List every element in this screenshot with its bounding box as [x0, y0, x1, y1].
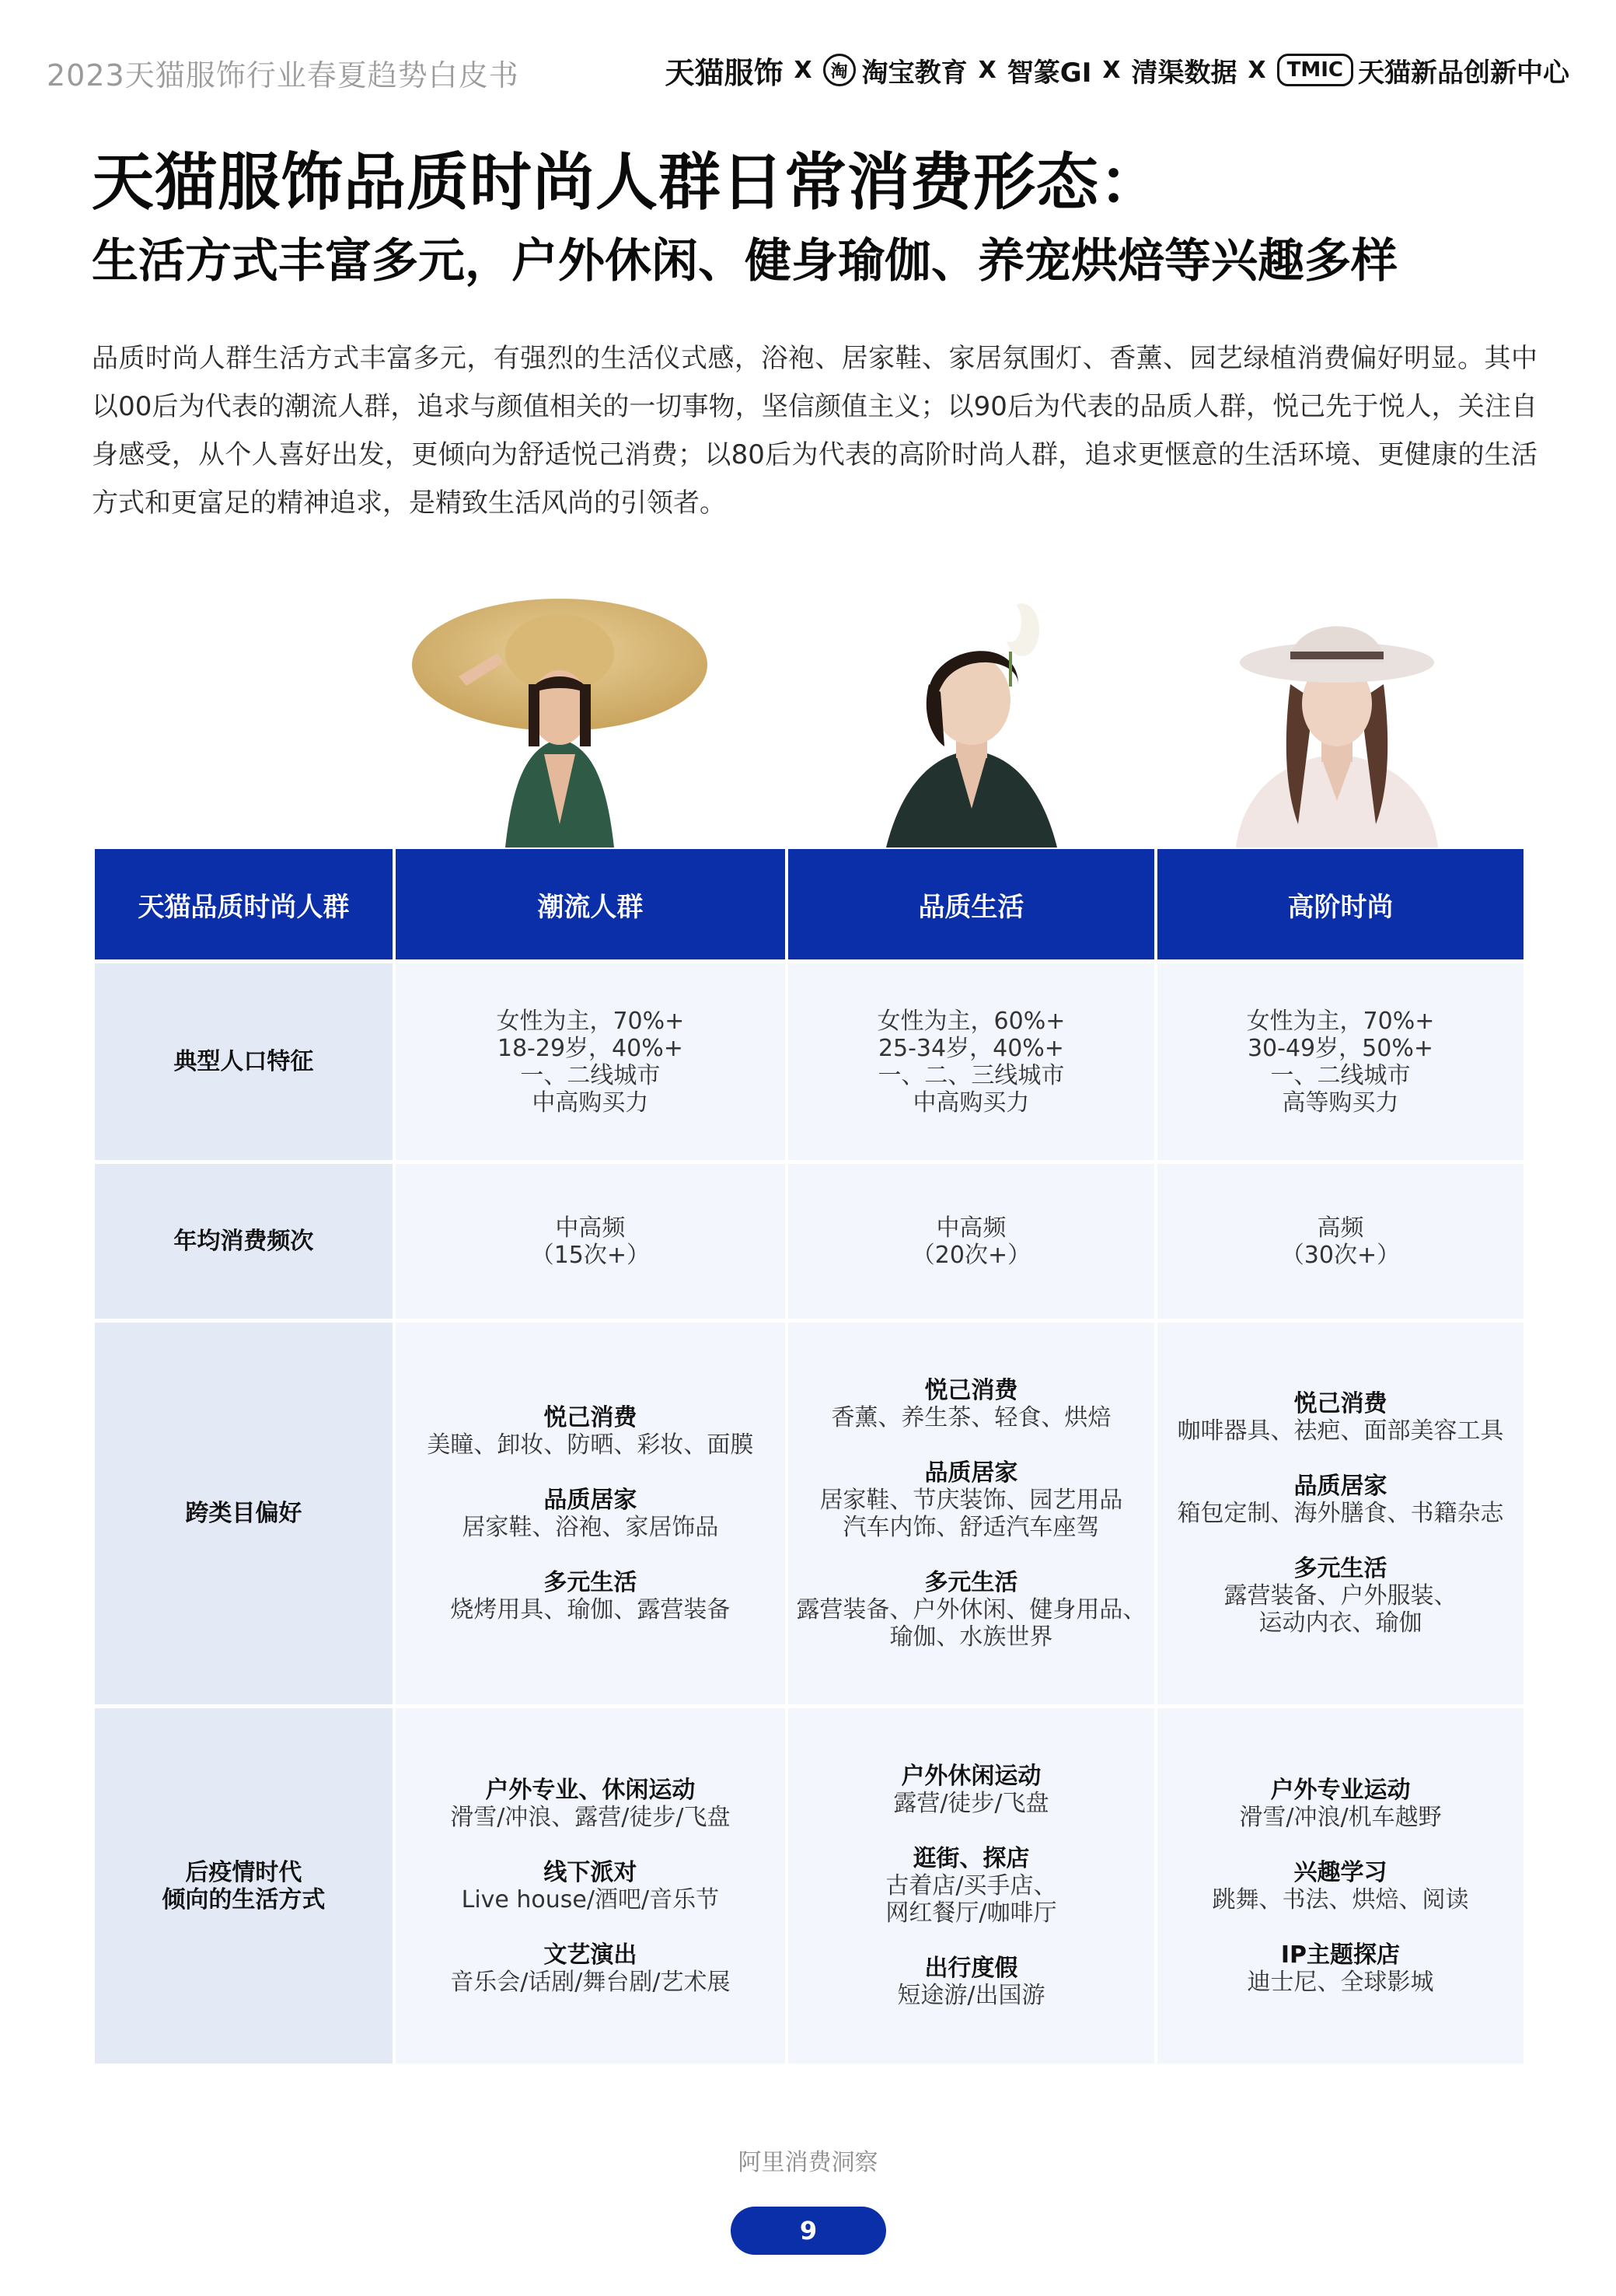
- tmall-fashion-logo: 天猫服饰: [665, 55, 784, 90]
- taobao-education-logo: 淘 淘宝教育: [823, 51, 968, 89]
- cell-group: [1157, 1859, 1524, 1913]
- table-cell: [1157, 1160, 1524, 1319]
- table-cell: [788, 959, 1154, 1160]
- cell-group-title: 品质居家: [924, 1459, 1018, 1487]
- cell-text: 咖啡器具、祛疤、面部美容工具: [1177, 1417, 1504, 1445]
- cell-text: 一、二线城市: [1270, 1061, 1411, 1089]
- cell-text: 居家鞋、节庆装饰、园艺用品: [819, 1486, 1123, 1514]
- cell-text: 露营装备、户外休闲、健身用品、: [796, 1595, 1147, 1623]
- table-row: [95, 1319, 1524, 1704]
- row-label: [95, 959, 393, 1160]
- taobao-circle-icon: 淘: [823, 54, 856, 86]
- data-source: 阿里消费洞察: [738, 2149, 878, 2176]
- quality-persona-photo: [855, 591, 1088, 847]
- cell-group: [788, 1955, 1154, 2009]
- cell-text: 30-49岁，50%+: [1247, 1034, 1433, 1062]
- trend-persona-photo: [412, 591, 707, 847]
- partner-logos: [665, 47, 1569, 93]
- premium-persona-photo: [1213, 591, 1461, 847]
- table-header-cell: 品质生活: [788, 849, 1154, 959]
- cell-text: 高频: [1317, 1214, 1364, 1242]
- cell-group-title: 多元生活: [1293, 1555, 1387, 1582]
- cell-text: 中高频: [555, 1214, 626, 1242]
- cell-group: [788, 1845, 1154, 1927]
- table-row: [95, 959, 1524, 1160]
- cell-group: [788, 1008, 1154, 1117]
- table-cell: [1157, 1319, 1524, 1704]
- cell-group: [396, 1941, 785, 1996]
- cell-group: [1157, 1941, 1524, 1996]
- cell-text: 烧烤用具、瑜伽、露营装备: [450, 1595, 731, 1623]
- table-cell: [788, 1319, 1154, 1704]
- cell-text: 25-34岁，40%+: [878, 1034, 1064, 1062]
- cell-group-title: 多元生活: [543, 1568, 637, 1596]
- cell-group: [396, 1777, 785, 1831]
- cell-text: 女性为主，70%+: [496, 1007, 685, 1035]
- row-label-text: 倾向的生活方式: [162, 1885, 326, 1913]
- row-label-text: 典型人口特征: [173, 1048, 314, 1075]
- cell-text: 网红餐厅/咖啡厅: [885, 1899, 1057, 1927]
- table-header-cell: 高阶时尚: [1157, 849, 1524, 959]
- row-label: [95, 1160, 393, 1319]
- cell-text: （15次+）: [530, 1241, 651, 1269]
- cell-text: 音乐会/话剧/舞台剧/艺术展: [450, 1968, 731, 1996]
- cell-group: [396, 1487, 785, 1541]
- row-label: [95, 1704, 393, 2064]
- tmic-badge-icon: TMIC: [1277, 54, 1353, 86]
- cell-group: [396, 1859, 785, 1913]
- row-label-text: 后疫情时代: [185, 1858, 302, 1886]
- cell-group: [1157, 1008, 1524, 1117]
- cell-group: [1157, 1473, 1524, 1527]
- row-label: [95, 1319, 393, 1704]
- table-cell: [396, 959, 785, 1160]
- cell-text: 女性为主，70%+: [1246, 1007, 1435, 1035]
- cell-text: 迪士尼、全球影城: [1247, 1968, 1434, 1996]
- cell-group-title: IP主题探店: [1280, 1941, 1401, 1969]
- table-row: [95, 1160, 1524, 1319]
- cell-group: [788, 1459, 1154, 1541]
- partner-separator: X: [794, 56, 812, 84]
- cell-text: 美瞳、卸妆、防晒、彩妆、面膜: [427, 1431, 754, 1459]
- cell-text: 古着店/买手店、: [885, 1872, 1057, 1899]
- page-subtitle: 生活方式丰富多元，户外休闲、健身瑜伽、养宠烘焙等兴趣多样: [92, 234, 1398, 288]
- cell-group: [1157, 1555, 1524, 1637]
- cell-group: [396, 1008, 785, 1117]
- page-header: [47, 47, 1569, 93]
- page-number: 9: [731, 2207, 886, 2255]
- cell-group-title: 品质居家: [1293, 1473, 1387, 1500]
- table-cell: [396, 1704, 785, 2064]
- cell-text: 18-29岁，40%+: [497, 1034, 683, 1062]
- table-cell: [788, 1704, 1154, 2064]
- cell-text: 中高频: [936, 1214, 1007, 1242]
- cell-text: 汽车内饰、舒适汽车座驾: [843, 1513, 1100, 1541]
- cell-text: 露营装备、户外服装、: [1223, 1582, 1457, 1609]
- cell-text: 女性为主，60%+: [877, 1007, 1066, 1035]
- cell-group: [1157, 1214, 1524, 1269]
- cell-group-title: 兴趣学习: [1293, 1858, 1387, 1886]
- tmic-logo: TMIC 天猫新品创新中心: [1277, 51, 1569, 89]
- cell-text: 跳舞、书法、烘焙、阅读: [1212, 1885, 1469, 1913]
- cell-text: 高等购买力: [1282, 1089, 1399, 1117]
- cell-text: 中高购买力: [532, 1089, 649, 1117]
- cell-text: 居家鞋、浴袍、家居饰品: [462, 1513, 719, 1541]
- cell-text: 露营/徒步/飞盘: [893, 1790, 1049, 1817]
- cell-group: [788, 1763, 1154, 1817]
- table-header-cell: 天猫品质时尚人群: [95, 849, 393, 959]
- table-cell: [788, 1160, 1154, 1319]
- table-cell: [396, 1160, 785, 1319]
- zhizhuan-gi-logo: 智篆GI: [1007, 57, 1092, 89]
- report-title: 2023天猫服饰行业春夏趋势白皮书: [47, 58, 519, 93]
- cell-group: [396, 1404, 785, 1459]
- table-cell: [1157, 959, 1524, 1160]
- cell-text: 运动内衣、瑜伽: [1258, 1609, 1422, 1637]
- cell-text: 短途游/出国游: [897, 1982, 1045, 2009]
- cell-group-title: 线下派对: [543, 1858, 637, 1886]
- row-label-text: 跨类目偏好: [185, 1500, 302, 1527]
- table-header-row: [95, 849, 1524, 959]
- cell-text: 一、二线城市: [520, 1061, 661, 1089]
- cell-group: [788, 1377, 1154, 1431]
- cell-group: [1157, 1390, 1524, 1445]
- cell-text: Live house/酒吧/音乐节: [461, 1885, 720, 1913]
- persona-portraits: [389, 591, 1539, 847]
- table-cell: [1157, 1704, 1524, 2064]
- table-header-cell: 潮流人群: [396, 849, 785, 959]
- partner-separator: X: [978, 56, 996, 84]
- persona-comparison-table: [92, 849, 1527, 2064]
- cell-text: 香薰、养生茶、轻食、烘焙: [831, 1403, 1112, 1431]
- cell-group-title: 户外专业、休闲运动: [485, 1776, 696, 1804]
- cell-group: [396, 1569, 785, 1623]
- cell-group: [788, 1569, 1154, 1651]
- partner-separator: X: [1248, 56, 1266, 84]
- cell-text: （30次+）: [1280, 1241, 1401, 1269]
- cell-group-title: 多元生活: [924, 1568, 1018, 1596]
- cell-group: [396, 1214, 785, 1269]
- cell-group: [1157, 1777, 1524, 1831]
- cell-group-title: 文艺演出: [543, 1941, 637, 1969]
- cell-text: 滑雪/冲浪/机车越野: [1239, 1803, 1442, 1831]
- cell-group-title: 品质居家: [543, 1486, 637, 1514]
- partner-separator: X: [1102, 56, 1121, 84]
- cell-group-title: 出行度假: [924, 1955, 1018, 1982]
- cell-text: 中高购买力: [913, 1089, 1030, 1117]
- cell-text: 箱包定制、海外膳食、书籍杂志: [1177, 1500, 1504, 1527]
- cell-group-title: 户外专业运动: [1270, 1776, 1411, 1804]
- page-title: 天猫服饰品质时尚人群日常消费形态：: [92, 146, 1162, 218]
- cell-group-title: 悦己消费: [543, 1403, 637, 1431]
- cell-group-title: 悦己消费: [924, 1376, 1018, 1404]
- cell-group-title: 户外休闲运动: [901, 1763, 1042, 1790]
- qingqu-data-logo: 清渠数据: [1131, 57, 1237, 89]
- cell-group-title: 悦己消费: [1293, 1390, 1387, 1417]
- cell-text: 瑜伽、水族世界: [889, 1623, 1053, 1651]
- cell-group-title: 逛街、探店: [913, 1845, 1030, 1872]
- row-label-text: 年均消费频次: [173, 1228, 314, 1255]
- cell-text: （20次+）: [911, 1241, 1031, 1269]
- table-cell: [396, 1319, 785, 1704]
- cell-text: 一、二、三线城市: [878, 1061, 1065, 1089]
- table-row: [95, 1704, 1524, 2064]
- intro-paragraph: 品质时尚人群生活方式丰富多元，有强烈的生活仪式感，浴袍、居家鞋、家居氛围灯、香薰、园艺绿植消费偏好明显。其中以00后为代表的潮流人群，追求与颜值相关的一切事物，坚信颜值主义；以90后为代表的品质人群，悦己先于悦人，关注自身感受，从个人喜好出发，更倾向为舒适悦己消费；以80后为代表的高阶时尚人群，追求更惬意的生活环境、更健康的生活方式和更富足的精神追求，是精致生活风尚的引领者。: [92, 343, 1537, 519]
- cell-group: [788, 1214, 1154, 1269]
- cell-text: 滑雪/冲浪、露营/徒步/飞盘: [450, 1803, 731, 1831]
